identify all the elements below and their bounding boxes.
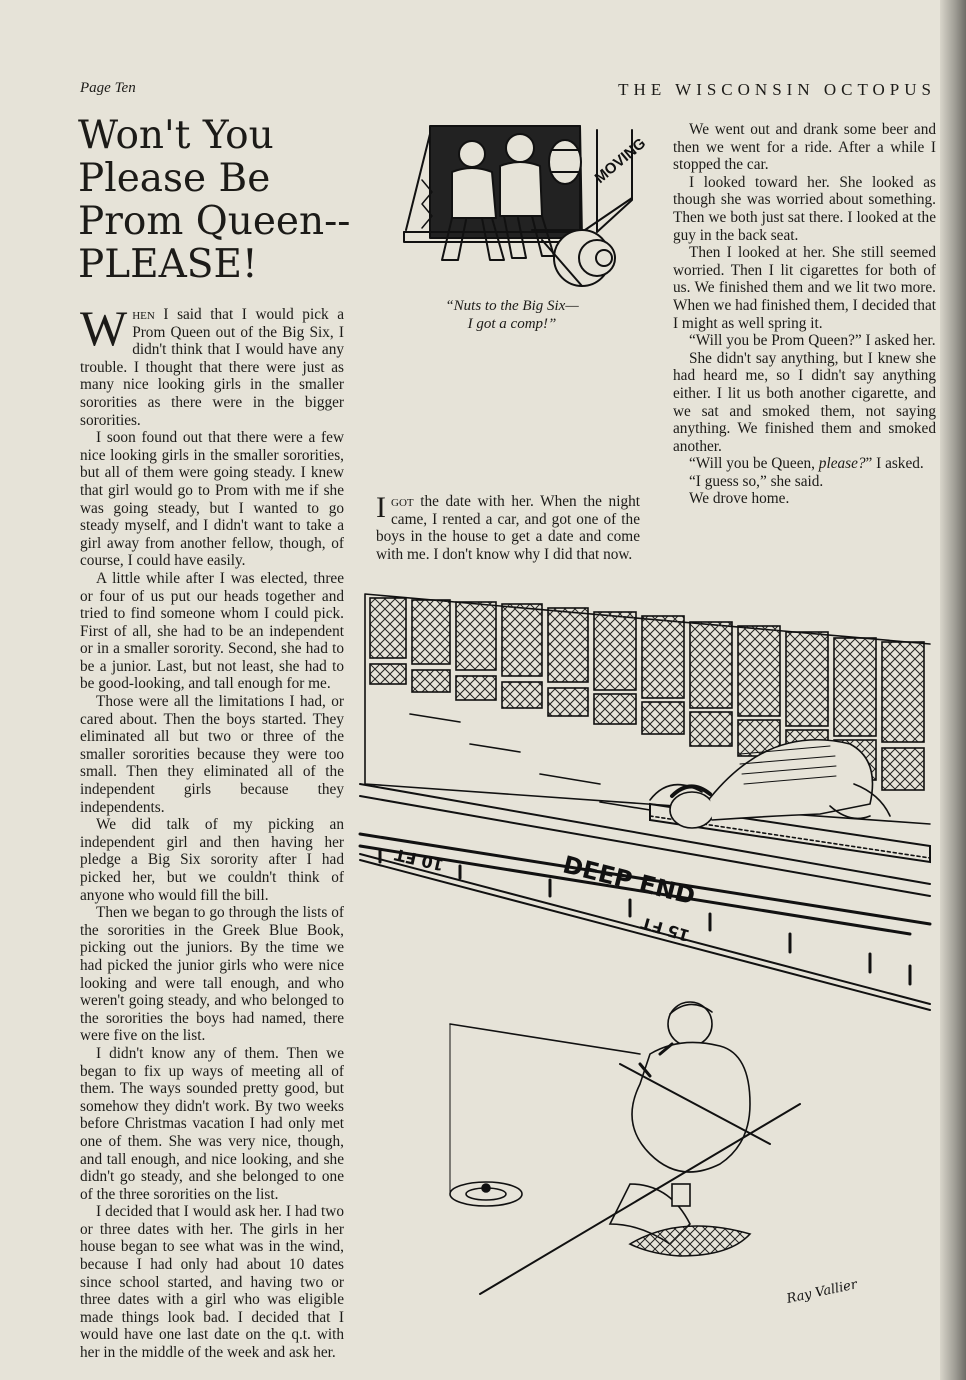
paragraph: I soon found out that there were a few nice looking girls in the smaller sororities, but all of them were going steady. I knew that girl would go to Prom with me if she was going steady, but I wanted to go steady myself, and I didn't want to take a girl away from another fellow, though, of course, I could have easily. xyxy=(80,429,344,570)
depth-mark-10: 10 FT xyxy=(392,844,446,875)
emphasis-please: please? xyxy=(818,455,866,473)
paragraph: We drove home. xyxy=(689,490,790,508)
paragraph: I decided that I would ask her. I had two or three dates with her. The girls in her house began to see what was in the wind, because I had only had about 10 dates since school started, and having two or three dates with a girl who was eligible made things look bad. I decided that I would have one last date on the q.t. with her in the middle of the week and ask her. xyxy=(80,1203,344,1362)
title-line: Won't You xyxy=(78,113,274,158)
truck-sign: MOVING xyxy=(591,134,650,187)
depth-mark-15: 15 FT xyxy=(638,913,692,946)
paragraph: Those were all the limitations I had, or cared about. Then the boys started. They eliminated all but two or three of the smaller sororities because they were too small. Then they eliminated all of the independent girls because they independents. xyxy=(80,693,344,816)
drop-cap: I xyxy=(376,491,386,524)
paragraph: Then I looked at her. She still seemed worried. Then I lit cigarettes for both of us. We finished them and we lit two more. When we had finished them, I decided that I might as well spring it. xyxy=(673,244,936,332)
article-column-2 xyxy=(376,342,640,563)
paragraph: I didn't know any of them. Then we began to fix up ways of meeting all of them. The ways sounded pretty good, but somehow they didn't work. By two weeks before Christmas vacation I had only met one of them. She was very nice, though, and tall enough, and nice looking, and she didn't go steady, and she belonged to one of the three sororities on the list. xyxy=(80,1044,344,1203)
drop-cap: W xyxy=(80,300,128,356)
paragraph: Then we began to go through the lists of the sororities in the Greek Blue Book, picking out the juniors. By the time we had picked the junior girls who were nice looking and were tall enough, and who weren't going steady, and who belonged to the sororities the boys had named, there were five on the list. xyxy=(80,904,344,1045)
paragraph xyxy=(376,493,640,563)
small-caps-lead: hen xyxy=(132,306,155,323)
artist-signature: Ray Vallier xyxy=(785,1277,859,1307)
paragraph: She didn't say anything, but I knew she had heard me, so I didn't say anything either. I lit us both another cigarette, and we sat and smoked them, not saying anything. We finished them and smoked another. xyxy=(673,349,936,455)
small-caps-lead: got xyxy=(391,493,414,510)
paragraph: I looked toward her. She looked as though she was worried about something. Then we both just sat there. I looked at the guy in the back seat. xyxy=(673,173,936,244)
pool-cartoon xyxy=(350,584,940,1314)
page-label: Page Ten xyxy=(80,80,136,96)
article-title xyxy=(78,114,378,286)
title-line: Please Be xyxy=(78,156,271,201)
binding-spine xyxy=(940,0,966,1380)
paragraph: We did talk of my picking an independent girl and then having her pledge a Big Six sorority after I had picked her, but we couldn't think of anyone who would fill the bill. xyxy=(80,816,344,904)
article-column-3 xyxy=(673,121,936,508)
caption-line: I got a comp!” xyxy=(467,316,557,332)
quote-text: “Will you be Queen, xyxy=(689,455,819,473)
magazine-name: THE WISCONSIN OCTOPUS xyxy=(618,80,936,99)
paragraph-text: the date with her. When the night came, I rented a car, and got one of the boys in the house to get a date and come with me. I don't know why I did that now. xyxy=(376,493,640,563)
paragraph xyxy=(80,300,344,429)
title-line: Prom Queen-- xyxy=(78,199,351,244)
title-line: PLEASE! xyxy=(78,242,258,287)
cartoon-caption xyxy=(400,297,624,333)
caption-line: “Nuts to the Big Six— xyxy=(445,298,579,314)
article-column-1 xyxy=(80,300,344,1362)
paragraph: A little while after I was elected, three or four of us put our heads together and tried to find someone whom I could pick. First of all, she had to be an independent or in a smaller sorority. Second, she had to be a junior. Last, but not least, she had to be good-looking, and tall enough for me. xyxy=(80,569,344,693)
paragraph xyxy=(673,455,936,473)
paragraph: We went out and drank some beer and then we went for a ride. After a while I stopped the car. xyxy=(673,121,936,174)
paragraph-text: I said that I would pick a Prom Queen out of the Big Six, I didn't think that I would have any trouble. I thought that there were just as many nice looking girls in the smaller sororities as there were in the bigger sororities. xyxy=(80,306,344,429)
quote-text: ” I asked. xyxy=(865,455,924,473)
moving-truck-cartoon xyxy=(392,120,650,292)
paragraph: “Will you be Prom Queen?” I asked her. xyxy=(689,332,936,350)
paragraph: “I guess so,” she said. xyxy=(689,472,824,490)
deep-end-sign: DEEP END xyxy=(560,850,698,911)
